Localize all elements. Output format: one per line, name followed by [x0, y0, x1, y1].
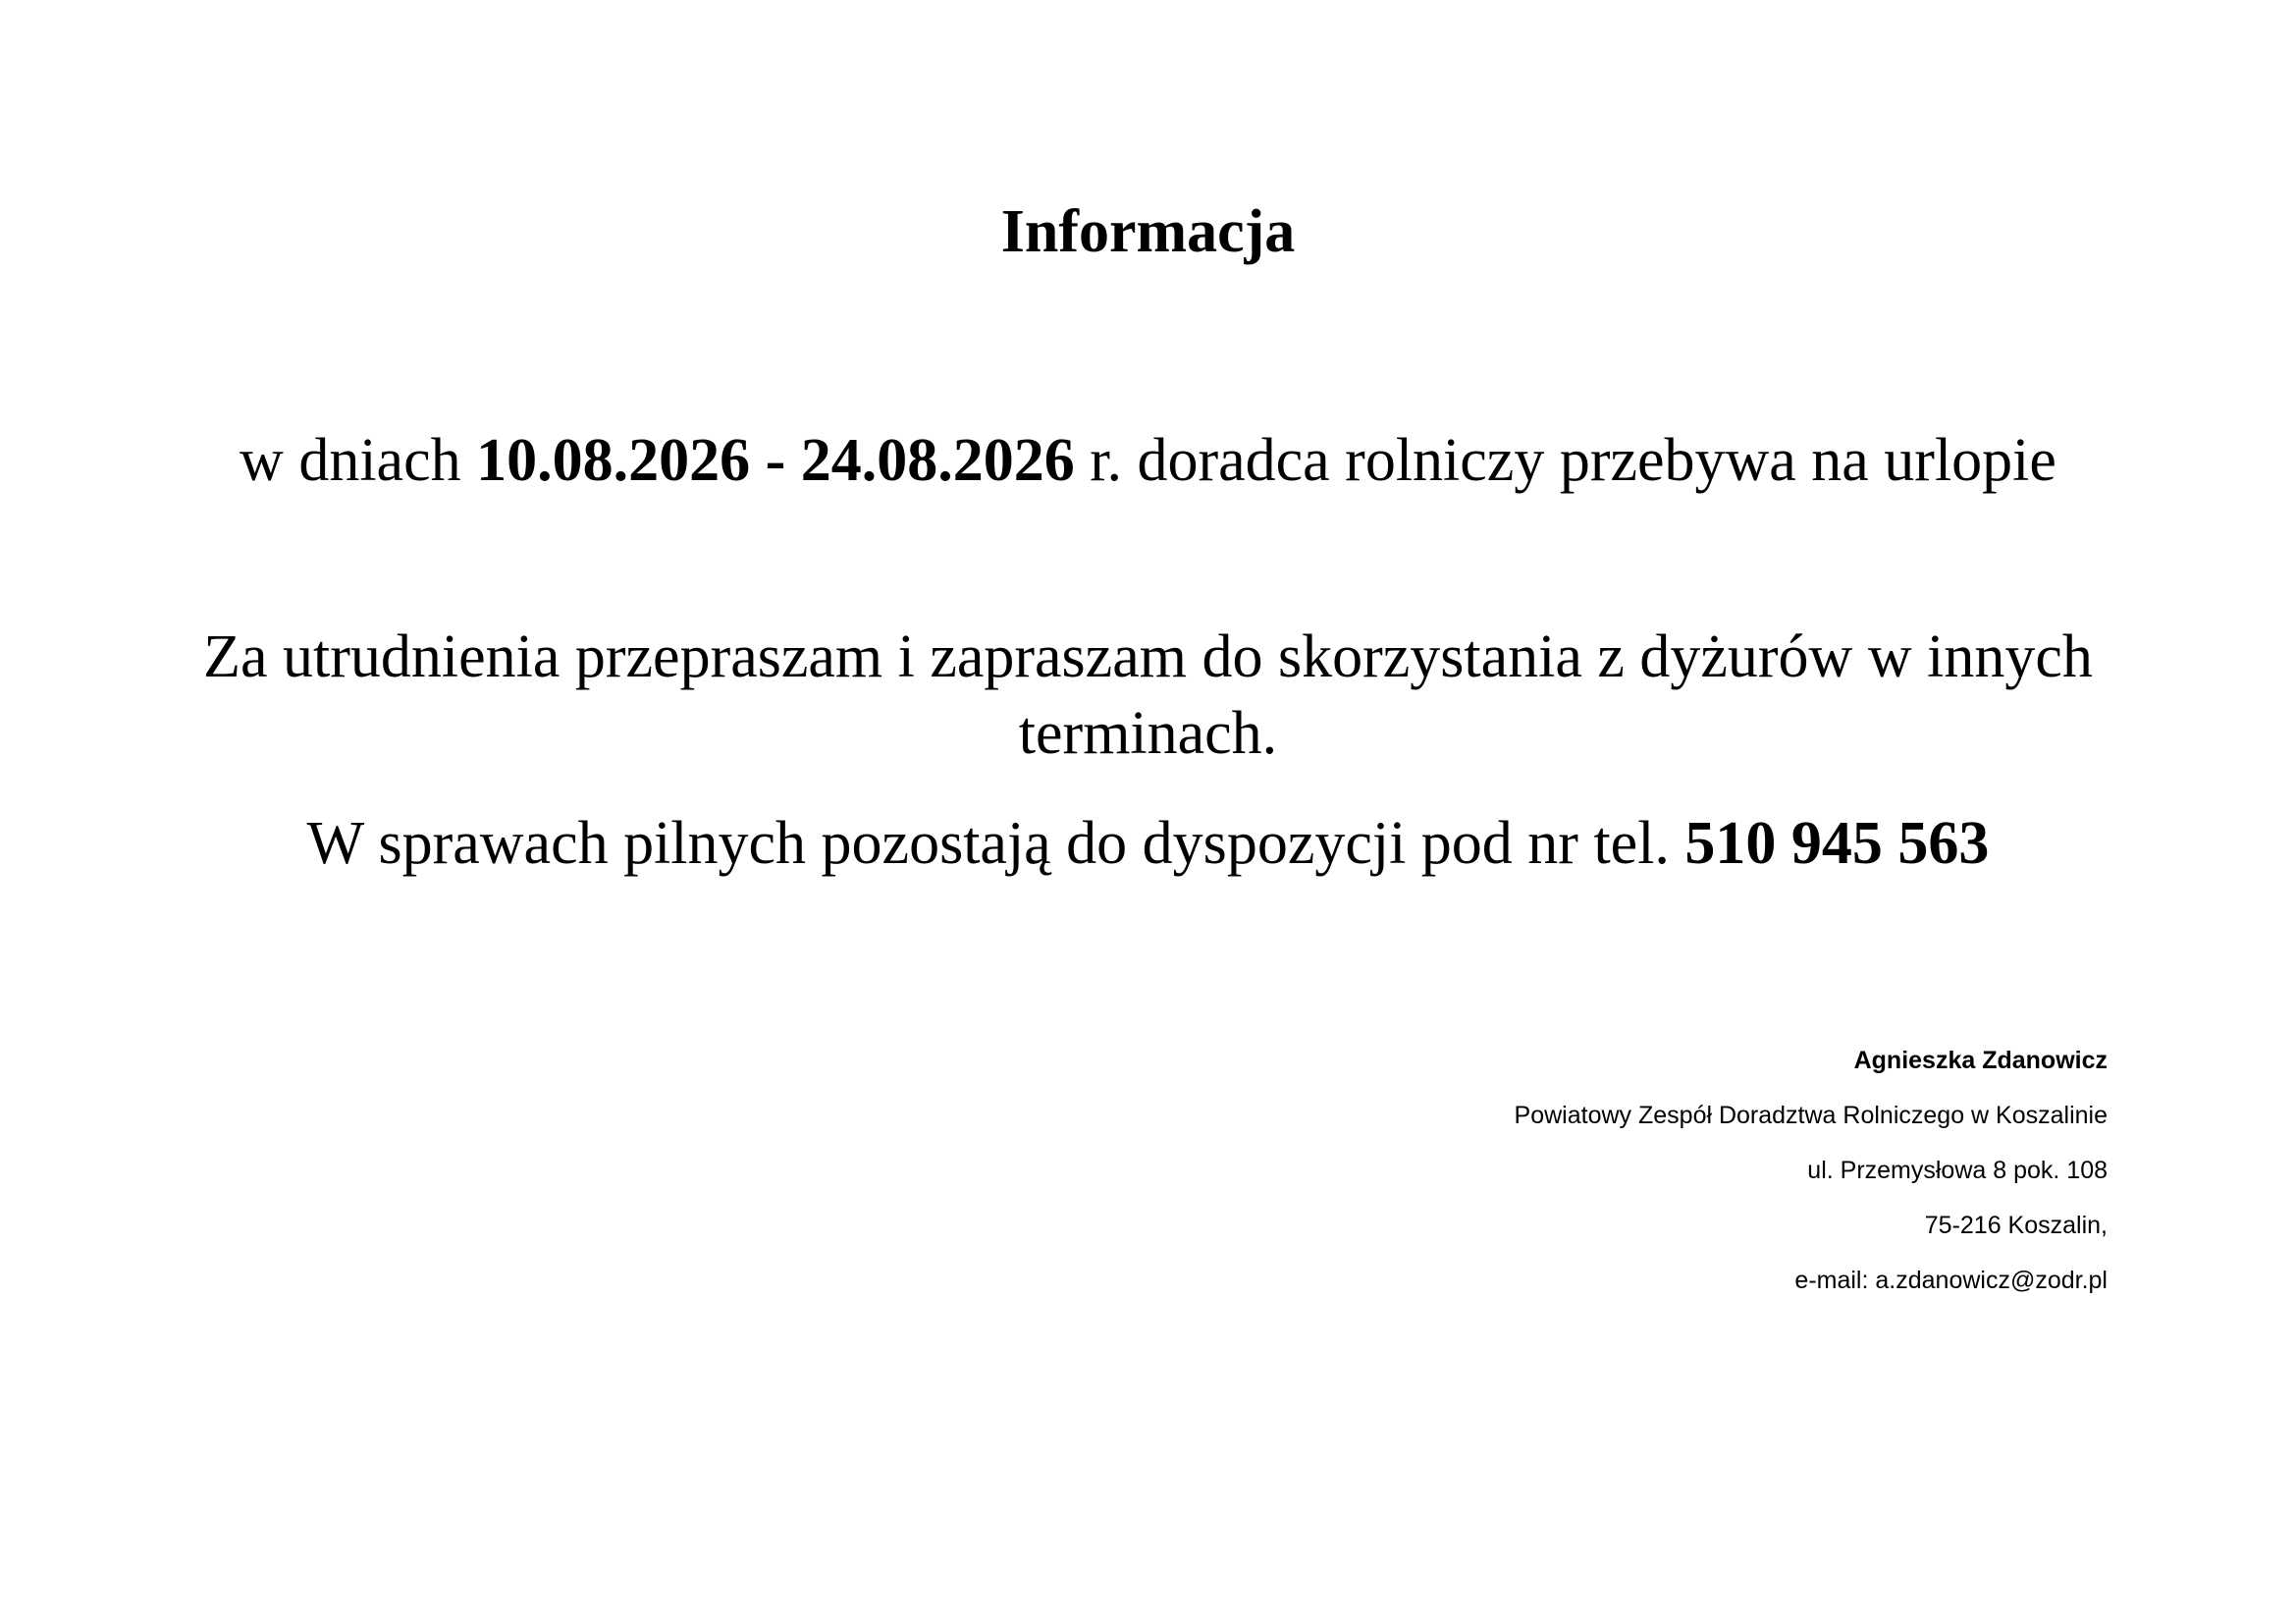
leave-notice-suffix: r. doradca rolniczy przebywa na urlopie [1074, 427, 2056, 494]
urgent-contact-prefix: W sprawach pilnych pozostają do dyspozycji pod nr tel. [306, 810, 1685, 877]
signature-block [1224, 1033, 2108, 1308]
signature-organization: Powiatowy Zespół Doradztwa Rolniczego w Koszalinie [1514, 1102, 2108, 1129]
leave-notice-prefix: w dniach [240, 427, 477, 494]
document-title: Informacja [1000, 198, 1296, 265]
signature-email: e-mail: a.zdanowicz@zodr.pl [1794, 1267, 2108, 1294]
leave-notice-paragraph [196, 422, 2100, 499]
apology-paragraph: Za utrudnienia przepraszam i zapraszam do skorzystania z dyżurów w innych terminach. [203, 623, 2093, 767]
leave-date-range: 10.08.2026 - 24.08.2026 [476, 427, 1075, 494]
urgent-contact-paragraph [196, 805, 2100, 882]
phone-number: 510 945 563 [1684, 810, 1990, 877]
signature-city: 75-216 Koszalin, [1924, 1212, 2108, 1239]
signature-street: ul. Przemysłowa 8 pok. 108 [1807, 1157, 2108, 1184]
signature-name: Agnieszka Zdanowicz [1853, 1047, 2108, 1074]
